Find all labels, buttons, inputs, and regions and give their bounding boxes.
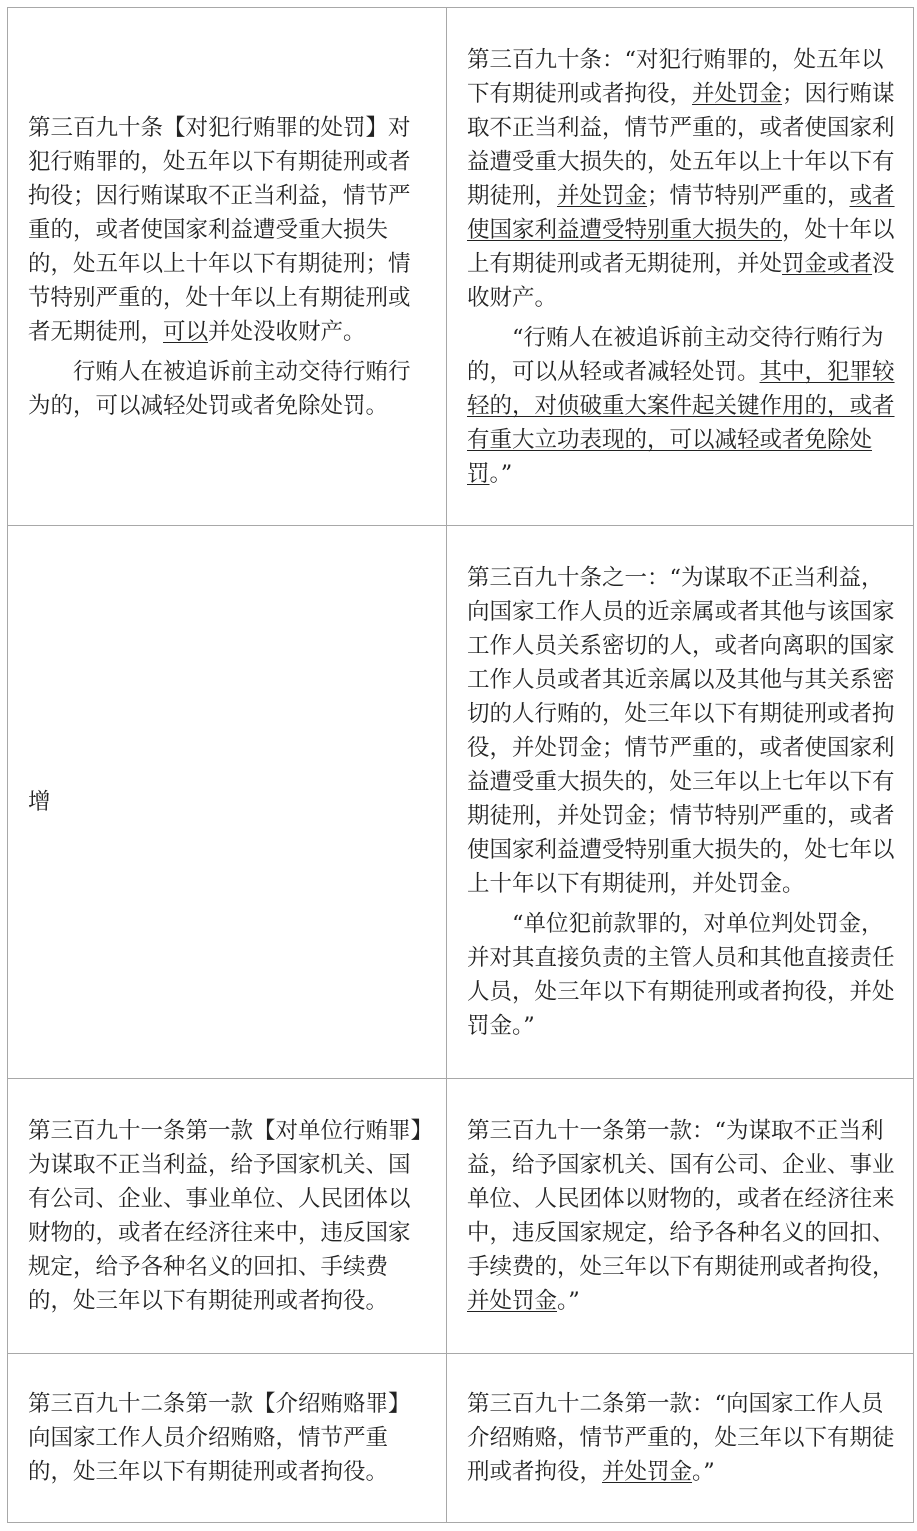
text-run: 第三百九十条：“对犯行贿罪的，处五年以下有期徒刑或者拘役， xyxy=(467,46,884,107)
amended-text-underlined: 并处罚金 xyxy=(467,1288,558,1314)
amended-text-underlined: 并处罚金 xyxy=(692,80,783,107)
amended-text-underlined: 或者使国家利益遭受特别重大损失的 xyxy=(467,182,895,243)
amended-text-cell xyxy=(447,1354,914,1523)
text-run: 没收财产。 xyxy=(467,250,895,311)
clause-paragraph xyxy=(467,1387,895,1489)
clause-paragraph xyxy=(28,785,428,819)
text-run: 增 xyxy=(28,789,51,815)
text-run: 第三百九十二条第一款【介绍贿赂罪】向国家工作人员介绍贿赂，情节严重的，处三年以下有期徒刑或者拘役。 xyxy=(28,1391,411,1485)
amended-text-underlined: 并处罚金 xyxy=(557,182,648,209)
clause-paragraph xyxy=(28,111,428,349)
text-run: 。” xyxy=(557,1288,580,1314)
amended-text-underlined: 并处罚金 xyxy=(602,1459,693,1485)
clause-paragraph xyxy=(467,907,895,1043)
clause-paragraph xyxy=(467,1114,895,1318)
text-run: 行贿人在被追诉前主动交待行贿行为的，可以减轻处罚或者免除处罚。 xyxy=(28,358,411,419)
text-run: ，处十年以上有期徒刑或者无期徒刑，并处 xyxy=(467,216,895,277)
clause-paragraph xyxy=(467,321,895,491)
amended-text-cell xyxy=(447,8,914,526)
original-text-cell xyxy=(8,8,447,526)
original-text-cell xyxy=(8,1354,447,1523)
clause-paragraph xyxy=(28,1387,428,1489)
text-run: 第三百九十条之一：“为谋取不正当利益，向国家工作人员的近亲属或者其他与该国家工作人员关系密切的人，或者向离职的国家工作人员或者其近亲属以及其他与其关系密切的人行贿的，处三年以下有期徒刑或者拘役，并处罚金；情节严重的，或者使国家利益遭受重大损失的，处三年以上七年以下有期徒刑，并处罚金；情节特别严重的，或者使国家利益遭受特别重大损失的，处七年以上十年以下有期徒刑，并处罚金。 xyxy=(467,565,895,897)
amended-text-cell xyxy=(447,526,914,1079)
text-run: “行贿人在被追诉前主动交待行贿行为的，可以从轻或者减轻处罚。 xyxy=(467,324,884,385)
text-run: 第三百九十二条第一款：“向国家工作人员介绍贿赂，情节严重的，处三年以下有期徒刑或者拘役， xyxy=(467,1391,895,1485)
text-run: 第三百九十一条第一款：“为谋取不正当利益，给予国家机关、国有公司、企业、事业单位、人民团体以财物的，或者在经济往来中，违反国家规定，给予各种名义的回扣、手续费的，处三年以下有期徒刑或者拘役， xyxy=(467,1118,895,1280)
text-run: ；情节特别严重的， xyxy=(647,182,850,209)
amended-text-underlined: 可以 xyxy=(163,318,209,345)
text-run: 第三百九十一条第一款【对单位行贿罪】为谋取不正当利益，给予国家机关、国有公司、企业、事业单位、人民团体以财物的，或者在经济往来中，违反国家规定，给予各种名义的回扣、手续费的，处三年以下有期徒刑或者拘役。 xyxy=(28,1118,422,1314)
text-run: 。” xyxy=(489,460,513,487)
comparison-table xyxy=(7,7,914,1523)
clause-paragraph xyxy=(467,43,895,315)
clause-paragraph xyxy=(28,1114,428,1318)
text-run: 。” xyxy=(692,1459,715,1485)
original-text-cell xyxy=(8,1079,447,1354)
table-row xyxy=(8,1354,914,1523)
amended-text-underlined: 其中，犯罪较轻的，对侦破重大案件起关键作用的，或者有重大立功表现的，可以减轻或者免除处罚 xyxy=(467,358,895,487)
amended-text-cell xyxy=(447,1079,914,1354)
text-run: “单位犯前款罪的，对单位判处罚金，并对其直接负责的主管人员和其他直接责任人员，处三年以下有期徒刑或者拘役，并处罚金。” xyxy=(467,911,895,1039)
text-run: 并处没收财产。 xyxy=(208,318,366,345)
table-row xyxy=(8,8,914,526)
text-run: 第三百九十条【对犯行贿罪的处罚】对犯行贿罪的，处五年以下有期徒刑或者拘役；因行贿谋取不正当利益，情节严重的，或者使国家利益遭受重大损失的，处五年以上十年以下有期徒刑；情节特别严重的，处十年以上有期徒刑或者无期徒刑， xyxy=(28,114,411,345)
amended-text-underlined: 罚金或者 xyxy=(782,250,873,277)
clause-paragraph xyxy=(467,561,895,901)
original-text-cell xyxy=(8,526,447,1079)
clause-paragraph xyxy=(28,355,428,423)
table-row xyxy=(8,1079,914,1354)
text-run: ；因行贿谋取不正当利益，情节严重的，或者使国家利益遭受重大损失的，处五年以上十年以下有期徒刑， xyxy=(467,80,895,209)
table-row xyxy=(8,526,914,1079)
